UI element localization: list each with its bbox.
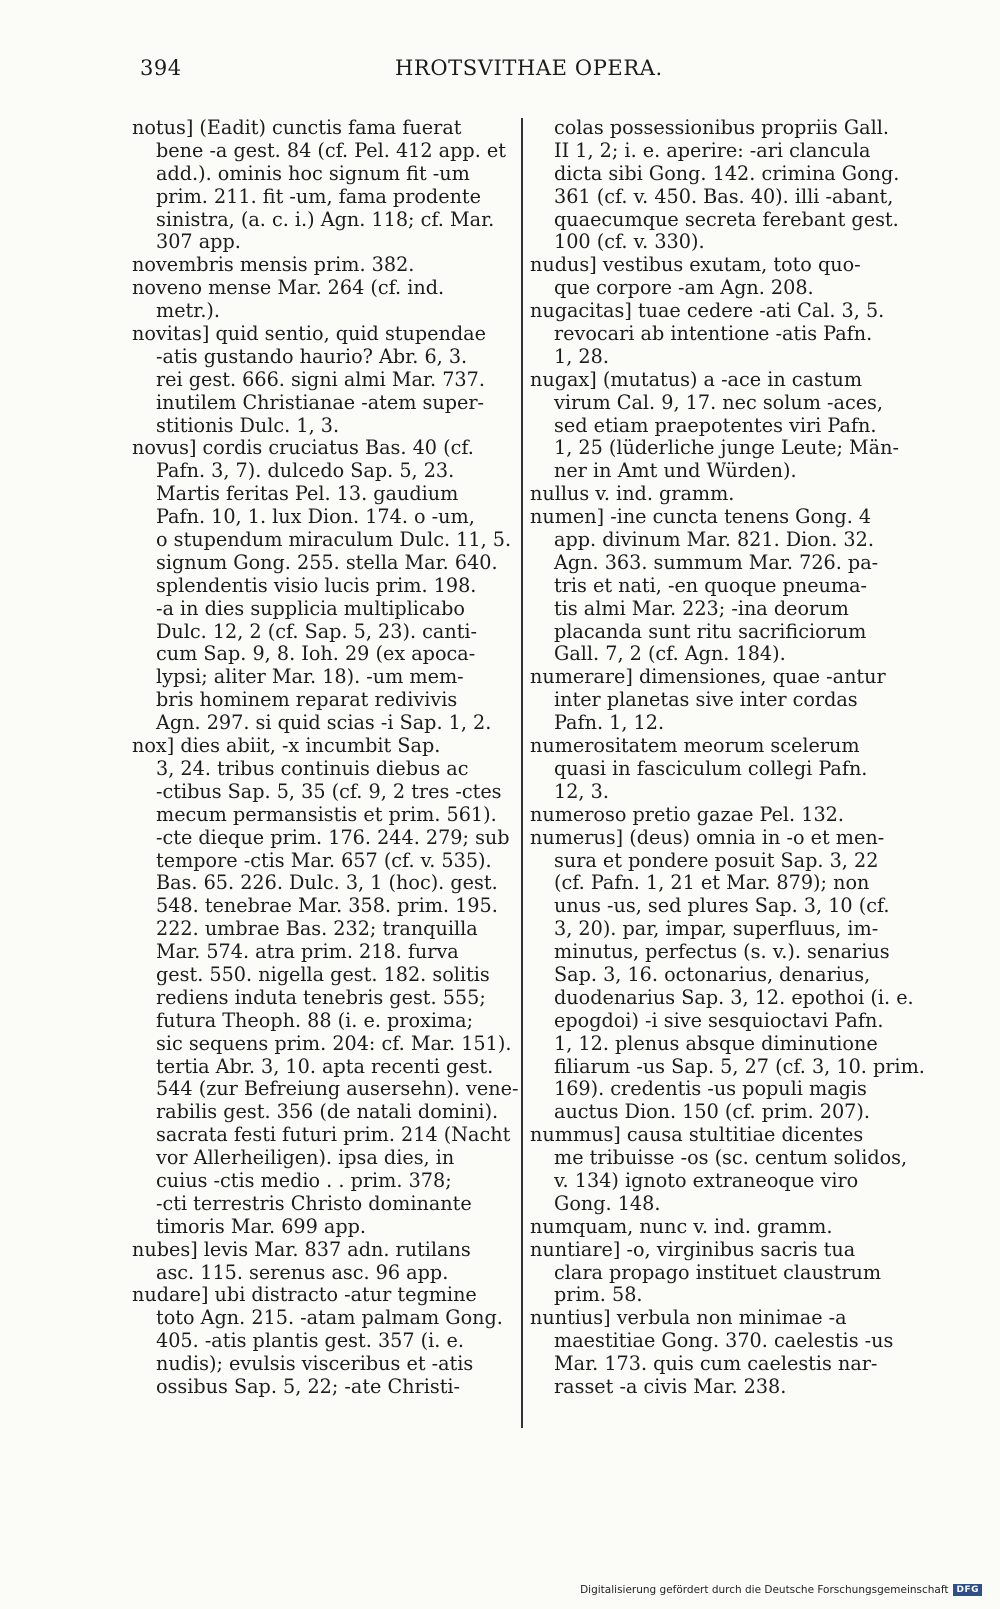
entry-line: noveno mense Mar. 264 (cf. ind. [132,276,445,300]
entry-line: 3, 20). par, impar, superfluus, im- [554,917,879,941]
entry-line: -ctibus Sap. 5, 35 (cf. 9, 2 tres -ctes [156,779,502,803]
entry-line: asc. 115. serenus asc. 96 app. [156,1260,449,1284]
entry-line: numen] -ine cuncta tenens Gong. 4 [530,505,872,529]
entry-line: sic sequens prim. 204: cf. Mar. 151). [156,1031,512,1055]
entry-line: inter planetas sive inter cordas [554,688,858,712]
entry-line: nullus v. ind. gramm. [530,482,735,506]
entry-line: ner in Amt und Würden). [554,459,797,483]
entry-line: mecum permansistis et prim. 561). [156,802,497,826]
entry-line: inutilem Christianae -atem super- [156,390,484,414]
entry-line: nummus] causa stultitiae dicentes [530,1123,864,1147]
entry-line: Martis feritas Pel. 13. gaudium [156,482,459,506]
entry-line: prim. 58. [554,1283,643,1307]
entry-line: o stupendum miraculum Dulc. 11, 5. [156,528,512,552]
entry-line: nubes] levis Mar. 837 adn. rutilans [132,1237,471,1261]
page-header [140,56,860,86]
entry-line: rasset -a civis Mar. 238. [554,1374,787,1398]
entry-line: nudis); evulsis visceribus et -atis [156,1352,474,1376]
entry-line: nudus] vestibus exutam, toto quo- [530,253,861,277]
entry-line: sed etiam praepotentes viri Pafn. [554,413,877,437]
entry-line: Gall. 7, 2 (cf. Agn. 184). [554,642,786,666]
entry-line: futura Theoph. 88 (i. e. proxima; [156,1008,474,1032]
entry-line: dicta sibi Gong. 142. crimina Gong. [554,161,900,185]
entry-line: novembris mensis prim. 382. [132,253,415,277]
entry-line: numerositatem meorum scelerum [530,734,860,758]
entry-line: cum Sap. 9, 8. Ioh. 29 (ex apoca- [156,642,476,666]
entry-line: nugax] (mutatus) a -ace in castum [530,367,863,391]
entry-line: tertia Abr. 3, 10. apta recenti gest. [156,1054,494,1078]
entry-line: sacrata festi futuri prim. 214 (Nacht [156,1123,511,1147]
entry-line: -cte dieque prim. 176. 244. 279; sub [156,825,510,849]
entry-line: notus] (Eadit) cunctis fama fuerat [132,116,462,139]
running-head: HROTSVITHAE OPERA. [395,56,663,80]
entry-line: nudare] ubi distracto -atur tegmine [132,1283,477,1307]
entry-line: bene -a gest. 84 (cf. Pel. 412 app. et [156,138,506,162]
entry-line: tis almi Mar. 223; -ina deorum [554,596,849,620]
entry-line: v. 134) ignoto extraneoque viro [554,1168,859,1192]
entry-line: duodenarius Sap. 3, 12. epothoi (i. e. [554,985,914,1009]
entry-line: epogdoi) -i sive sesquioctavi Pafn. [554,1008,884,1032]
entry-line: minutus, perfectus (s. v.). senarius [554,940,890,964]
entry-line: numerus] (deus) omnia in -o et men- [530,825,885,849]
entry-line: nox] dies abiit, -x incumbit Sap. [132,734,441,758]
entry-line: numeroso pretio gazae Pel. 132. [530,802,844,826]
entry-line: Dulc. 12, 2 (cf. Sap. 5, 23). canti- [156,619,478,643]
entry-line: colas possessionibus propriis Gall. [554,116,889,139]
entry-line: signum Gong. 255. stella Mar. 640. [156,550,498,574]
entry-line: Mar. 173. quis cum caelestis nar- [554,1352,878,1376]
entry-line: nugacitas] tuae cedere -ati Cal. 3, 5. [530,299,885,323]
entry-line: quaecumque secreta ferebant gest. [554,207,899,231]
entry-line: 3, 24. tribus continuis diebus ac [156,756,469,780]
entry-line: lypsi; aliter Mar. 18). -um mem- [156,665,464,689]
entry-line: maestitiae Gong. 370. caelestis -us [554,1329,894,1353]
entry-line: 100 (cf. v. 330). [554,230,705,254]
entry-line: 544 (zur Befreiung ausersehn). vene- [156,1077,519,1101]
entry-line: me tribuisse -os (sc. centum solidos, [554,1146,908,1170]
entry-line: vor Allerheiligen). ipsa dies, in [156,1146,455,1170]
entry-line: sinistra, (a. c. i.) Agn. 118; cf. Mar. [156,207,495,231]
entry-line: add.). ominis hoc signum fit -um [156,161,470,185]
entry-line: 361 (cf. v. 450. Bas. 40). illi -abant, [554,184,894,208]
entry-line: rei gest. 666. signi almi Mar. 737. [156,367,485,391]
page-number: 394 [140,56,182,80]
entry-line: gest. 550. nigella gest. 182. solitis [156,962,490,986]
entry-line: revocari ab intentione -atis Pafn. [554,322,873,346]
entry-line: filiarum -us Sap. 5, 27 (cf. 3, 10. prim. [554,1054,925,1078]
entry-line: clara propago instituet claustrum [554,1260,882,1284]
entry-line: tempore -ctis Mar. 657 (cf. v. 535). [156,848,492,872]
entry-line: timoris Mar. 699 app. [156,1214,367,1238]
entry-line: 222. umbrae Bas. 232; tranquilla [156,917,478,941]
entry-line: toto Agn. 215. -atam palmam Gong. [156,1306,503,1330]
entry-line: unus -us, sed plures Sap. 3, 10 (cf. [554,894,890,918]
entry-line: virum Cal. 9, 17. nec solum -aces, [554,390,883,414]
entry-line: rabilis gest. 356 (de natali domini). [156,1100,499,1124]
entry-line: numerare] dimensiones, quae -antur [530,665,886,689]
entry-line: que corpore -am Agn. 208. [554,276,814,300]
entry-line: metr.). [156,299,221,323]
entry-line: 1, 12. plenus absque diminutione [554,1031,878,1055]
entry-line: novus] cordis cruciatus Bas. 40 (cf. [132,436,474,460]
entry-line: Mar. 574. atra prim. 218. furva [156,940,459,964]
entry-line: 1, 25 (lüderliche junge Leute; Män- [554,436,899,460]
entry-line: rediens induta tenebris gest. 555; [156,985,486,1009]
column-divider [521,118,523,1428]
entry-line: auctus Dion. 150 (cf. prim. 207). [554,1100,870,1124]
entry-line: app. divinum Mar. 821. Dion. 32. [554,528,874,552]
entry-line: placanda sunt ritu sacrificiorum [554,619,867,643]
entry-line: sura et pondere posuit Sap. 3, 22 [554,848,879,872]
entry-line: II 1, 2; i. e. aperire: -ari clancula [554,138,871,162]
digitization-footer [580,1581,982,1599]
entry-line: novitas] quid sentio, quid stupendae [132,322,486,346]
entry-line: stitionis Dulc. 1, 3. [156,413,340,437]
entry-line: Pafn. 3, 7). dulcedo Sap. 5, 23. [156,459,455,483]
entry-line: nuntius] verbula non minimae -a [530,1306,847,1330]
entry-line: Sap. 3, 16. octonarius, denarius, [554,962,871,986]
entry-line: ossibus Sap. 5, 22; -ate Christi- [156,1374,461,1398]
entry-line: -atis gustando haurio? Abr. 6, 3. [156,344,468,368]
entry-line: tris et nati, -en quoque pneuma- [554,573,868,597]
entry-line: (cf. Pafn. 1, 21 et Mar. 879); non [554,871,870,895]
entry-line: nuntiare] -o, virginibus sacris tua [530,1237,856,1261]
entry-line: 405. -atis plantis gest. 357 (i. e. [156,1329,464,1353]
entry-line: bris hominem reparat redivivis [156,688,458,712]
entry-line: 12, 3. [554,779,609,803]
entry-line: Pafn. 1, 12. [554,711,665,735]
entry-line: quasi in fasciculum collegi Pafn. [554,756,868,780]
entry-line: prim. 211. fit -um, fama prodente [156,184,481,208]
entry-line: Bas. 65. 226. Dulc. 3, 1 (hoc). gest. [156,871,498,895]
entry-line: 548. tenebrae Mar. 358. prim. 195. [156,894,498,918]
entry-line: -cti terrestris Christo dominante [156,1191,472,1215]
left-column [132,117,517,1399]
entry-line: Agn. 363. summum Mar. 726. pa- [554,550,879,574]
entry-line: 169). credentis -us populi magis [554,1077,867,1101]
entry-line: Agn. 297. si quid scias -i Sap. 1, 2. [156,711,492,735]
entry-line: 307 app. [156,230,241,254]
entry-line: Gong. 148. [554,1191,661,1215]
entry-line: cuius -ctis medio . . prim. 378; [156,1168,452,1192]
entry-line: -a in dies supplicia multiplicabo [156,596,465,620]
entry-line: numquam, nunc v. ind. gramm. [530,1214,833,1238]
right-column [530,116,925,1399]
entry-line: splendentis visio lucis prim. 198. [156,573,477,597]
entry-line: 1, 28. [554,344,609,368]
dfg-logo-icon: DFG [953,1584,982,1596]
footer-credit: Digitalisierung gefördert durch die Deutsche Forschungsgemeinschaft [580,1584,949,1596]
entry-line: Pafn. 10, 1. lux Dion. 174. o -um, [156,505,475,529]
